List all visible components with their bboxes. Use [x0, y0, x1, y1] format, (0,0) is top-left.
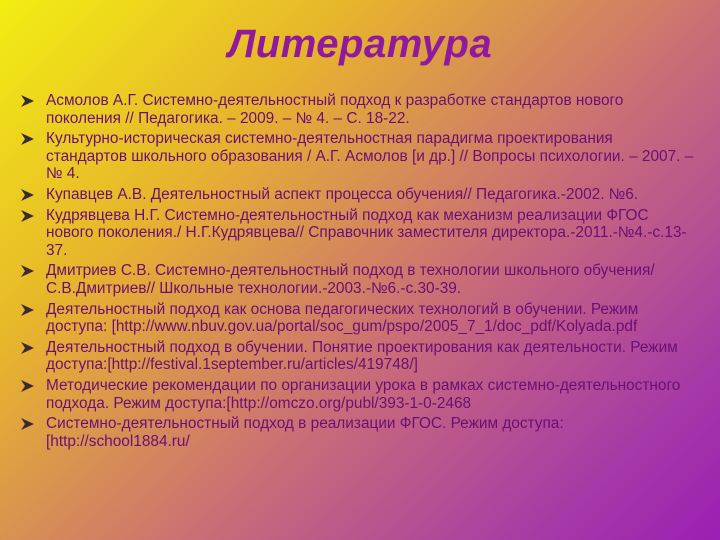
slide-title: Литература: [227, 22, 493, 66]
reference-item: [18, 186, 698, 204]
reference-text: Методические рекомендации по организации урока в рамках системно-деятельностного подхода. Режим доступа:[http://omczo.org/publ/393-1-0-2468: [46, 376, 681, 412]
arrow-bullet-icon: [18, 301, 38, 319]
reference-text: Деятельностный подход как основа педагогических технологий в обучении. Режим доступа: [http://www.nbuv.gov.ua/portal/soc_gum/pspo/2005_7_1/doc_pdf/Kolyada.pdf: [46, 300, 639, 336]
reference-item: [18, 92, 698, 127]
arrow-bullet-icon: [18, 186, 38, 204]
arrow-bullet-icon: [18, 339, 38, 357]
arrow-bullet-icon: [18, 415, 38, 433]
reference-item: [18, 262, 698, 297]
reference-item: [18, 339, 698, 374]
arrow-bullet-icon: [18, 207, 38, 225]
arrow-bullet-icon: [18, 262, 38, 280]
reference-item: [18, 207, 698, 260]
reference-text: Дмитриев С.В. Системно-деятельностный подход в технологии школьного обучения/ С.В.Дмитриев// Школьные технологии.-2003.-№6.-с.30-39.: [46, 262, 655, 297]
reference-text: Купавцев А.В. Деятельностный аспект процесса обучения// Педагогика.-2002. №6.: [46, 185, 639, 203]
reference-text: Деятельностный подход в обучении. Понятие проектирования как деятельности. Режим доступа:[http://festival.1september.ru/articles/419748/]: [46, 338, 678, 374]
arrow-bullet-icon: [18, 130, 38, 148]
reference-text: Кудрявцева Н.Г. Системно-деятельностный подход как механизм реализации ФГОС нового поколения./ Н.Г.Кудрявцева// Справочник заместителя директора.-2011.-№4.-с.13-37.: [46, 206, 687, 259]
reference-text: Асмолов А.Г. Системно-деятельностный подход к разработке стандартов нового поколения // Педагогика. – 2009. – № 4. – С. 18-22.: [46, 92, 624, 127]
reference-item: [18, 301, 698, 336]
reference-text: Культурно-историческая системно-деятельностная парадигма проектирования стандартов школьного образования / А.Г. Асмолов [и др.] // Вопросы психологии. – 2007. – № 4.: [46, 130, 694, 183]
reference-item: [18, 130, 698, 183]
reference-text: Системно-деятельностный подход в реализации ФГОС. Режим доступа: [http://school1884.ru/: [46, 415, 564, 450]
arrow-bullet-icon: [18, 377, 38, 395]
reference-item: [18, 415, 698, 450]
arrow-bullet-icon: [18, 92, 38, 110]
reference-item: [18, 377, 698, 412]
reference-list: [18, 92, 698, 453]
